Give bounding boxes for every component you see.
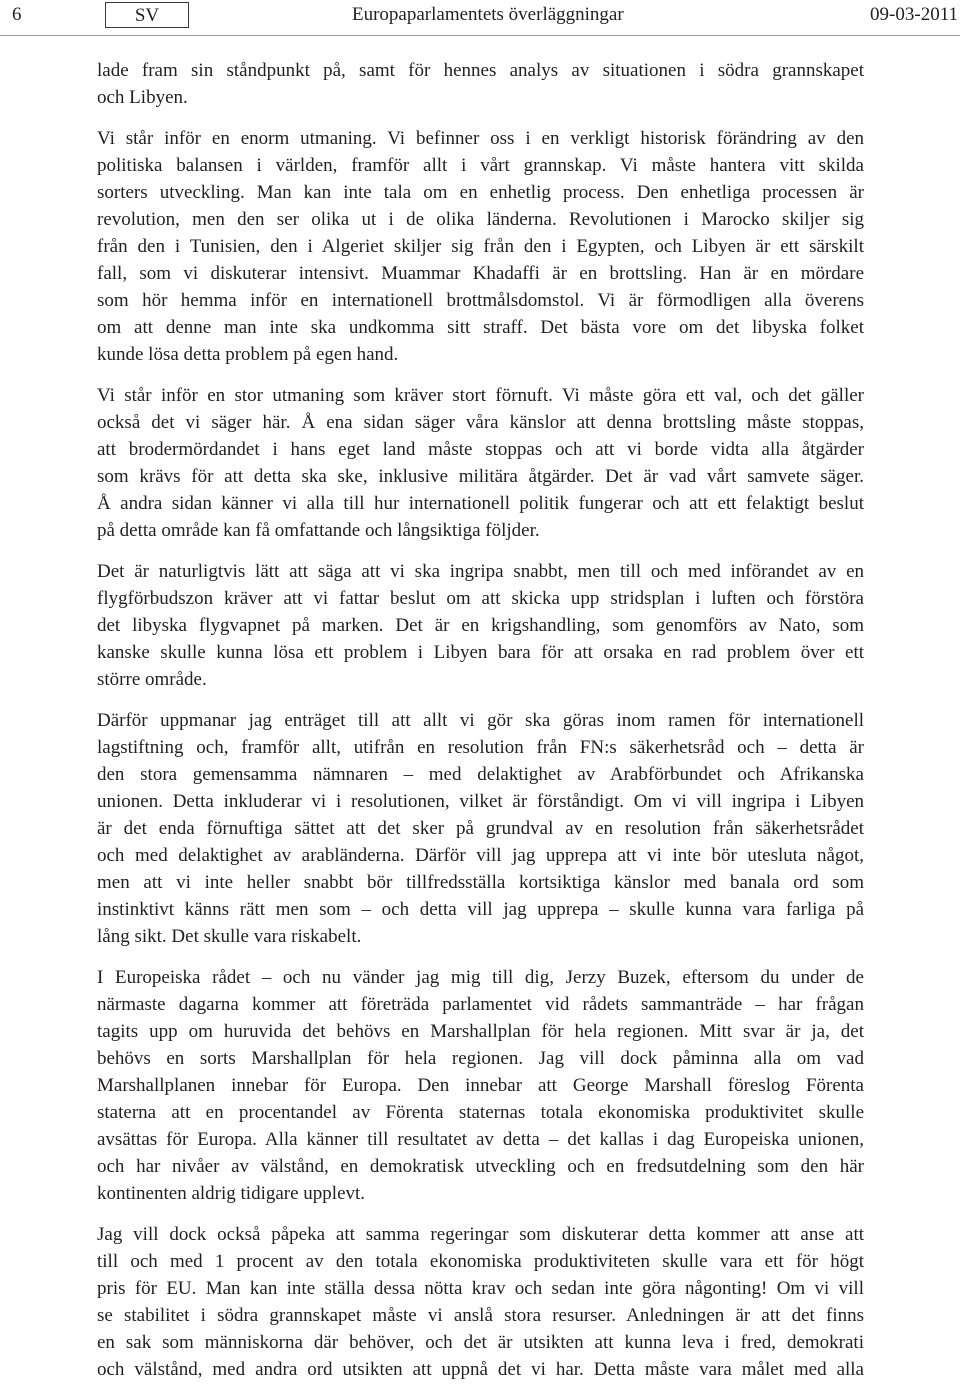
text-line: och välstånd, med andra ord utsikten att uppnå det vi har. Detta måste vara målet med alla <box>97 1359 864 1380</box>
text-line: unionen. Detta inkluderar vi i resolutionen, vilket är förståndigt. Om vi vill ingripa i Libyen <box>97 791 864 812</box>
text-line: staterna att en procentandel av Förenta staternas totala ekonomiska produktivitet skulle <box>97 1102 864 1123</box>
text-line: Vi står inför en enorm utmaning. Vi befinner oss i en verkligt historisk förändring av den <box>97 128 864 149</box>
text-line: I Europeiska rådet – och nu vänder jag mig till dig, Jerzy Buzek, eftersom du under de <box>97 967 864 988</box>
document-body <box>97 57 864 1389</box>
text-line: lade fram sin ståndpunkt på, samt för hennes analys av situationen i södra grannskapet <box>97 60 864 81</box>
text-line: om att denne man inte ska undkomma sitt straff. Det bästa vore om det libyska folket <box>97 317 864 338</box>
paragraph <box>97 558 864 693</box>
text-line: en sak som människorna där behöver, och det är utsikten att kunna leva i fred, demokrati <box>97 1332 864 1353</box>
text-line: sorters utveckling. Man kan inte tala om en enhetlig process. Den enhetliga processen är <box>97 182 864 203</box>
language-badge: SV <box>105 2 189 28</box>
text-line: instinktivt känns rätt men som – och detta vill jag upprepa – skulle kunna vara farliga på <box>97 899 864 920</box>
text-line: behövs en sorts Marshallplan för hela regionen. Jag vill dock påminna alla om vad <box>97 1048 864 1069</box>
text-line: se stabilitet i södra grannskapet måste vi anslå stora resurser. Anledningen är att det finns <box>97 1305 864 1326</box>
text-line: men att vi inte heller snabbt bör tillfredsställa kortsiktiga känslor med banala ord som <box>97 872 864 893</box>
text-line: som hör hemma inför en internationell brottmålsdomstol. Vi är förmodligen alla överens <box>97 290 864 311</box>
text-line: revolution, men den ser olika ut i de olika länderna. Revolutionen i Marocko skiljer sig <box>97 209 864 230</box>
text-line: Det är naturligtvis lätt att säga att vi ska ingripa snabbt, men till och med införandet av en <box>97 561 864 582</box>
text-line: politiska balansen i världen, framför allt i vårt grannskap. Vi måste hantera vitt skilda <box>97 155 864 176</box>
running-title: Europaparlamentets överläggningar <box>352 4 624 25</box>
text-line: Vi står inför en stor utmaning som kräver stort förnuft. Vi måste göra ett val, och det gäller <box>97 385 864 406</box>
text-line: flygförbudszon kräver att vi fattar beslut om att skicka upp stridsplan i luften och förstöra <box>97 588 864 609</box>
paragraph <box>97 707 864 950</box>
paragraph <box>97 125 864 368</box>
text-line: och Libyen. <box>97 87 188 108</box>
text-line: som krävs för att detta ska ske, inklusive militära åtgärder. Det är vad vårt samvete säger. <box>97 466 864 487</box>
text-line: på detta område kan få omfattande och långsiktiga följder. <box>97 520 540 541</box>
header-rule <box>0 35 960 36</box>
text-line: större område. <box>97 669 207 690</box>
text-line: kontinenten aldrig tidigare upplevt. <box>97 1183 366 1204</box>
text-line: Därför uppmanar jag enträget till att allt vi gör ska göras inom ramen för internationell <box>97 710 864 731</box>
text-line: och med delaktighet av arabländerna. Därför vill jag upprepa att vi inte bör utesluta något, <box>97 845 864 866</box>
document-date: 09-03-2011 <box>870 4 958 25</box>
text-line: från den i Tunisien, den i Algeriet skiljer sig från den i Egypten, och Libyen är ett särskilt <box>97 236 864 257</box>
text-line: kanske skulle kunna lösa ett problem i Libyen bara för att orsaka en rad problem över ett <box>97 642 864 663</box>
text-line: lång sikt. Det skulle vara riskabelt. <box>97 926 362 947</box>
text-line: närmaste dagarna kommer att företräda parlamentet vid rådets sammanträde – har frågan <box>97 994 864 1015</box>
text-line: tagits upp om huruvida det behövs en Marshallplan för hela regionen. Mitt svar är ja, det <box>97 1021 864 1042</box>
page-number: 6 <box>12 4 22 25</box>
text-line: fall, som vi diskuterar intensivt. Muammar Khadaffi är en brottsling. Han är en mördare <box>97 263 864 284</box>
text-line: lagstiftning och, framför allt, utifrån en resolution från FN:s säkerhetsråd och – detta är <box>97 737 864 758</box>
text-line: pris för EU. Man kan inte ställa dessa nötta krav och sedan inte göra någonting! Om vi vill <box>97 1278 864 1299</box>
paragraph <box>97 382 864 544</box>
paragraph <box>97 964 864 1207</box>
text-line: Jag vill dock också påpeka att samma regeringar som diskuterar detta kommer att anse att <box>97 1224 864 1245</box>
text-line: att brodermördandet i hans eget land måste stoppas och att vi borde vidta alla åtgärder <box>97 439 864 460</box>
paragraph <box>97 1221 864 1383</box>
text-line: avsättas för Europa. Alla känner till resultatet av detta – det kallas i dag Europeiska unionen, <box>97 1129 864 1150</box>
text-line: den stora gemensamma nämnaren – med delaktighet av Arabförbundet och Afrikanska <box>97 764 864 785</box>
text-line: det libyska flygvapnet på marken. Det är en krigshandling, som genomförs av Nato, som <box>97 615 864 636</box>
paragraph <box>97 57 864 111</box>
text-line: är det enda förnuftiga sättet att det sker på grundval av en resolution från säkerhetsrådet <box>97 818 864 839</box>
text-line: till och med 1 procent av den totala ekonomiska produktiviteten skulle vara ett för högt <box>97 1251 864 1272</box>
text-line: Marshallplanen innebar för Europa. Den innebar att George Marshall föreslog Förenta <box>97 1075 864 1096</box>
text-line: också det vi säger här. Å ena sidan säger våra känslor att denna brottsling måste stoppas, <box>97 412 864 433</box>
text-line: kunde lösa detta problem på egen hand. <box>97 344 399 365</box>
text-line: Å andra sidan känner vi alla till hur internationell politik fungerar och att ett felaktigt beslut <box>97 493 864 514</box>
text-line: och har nivåer av välstånd, en demokratisk utveckling och en fredsutdelning som den här <box>97 1156 864 1177</box>
